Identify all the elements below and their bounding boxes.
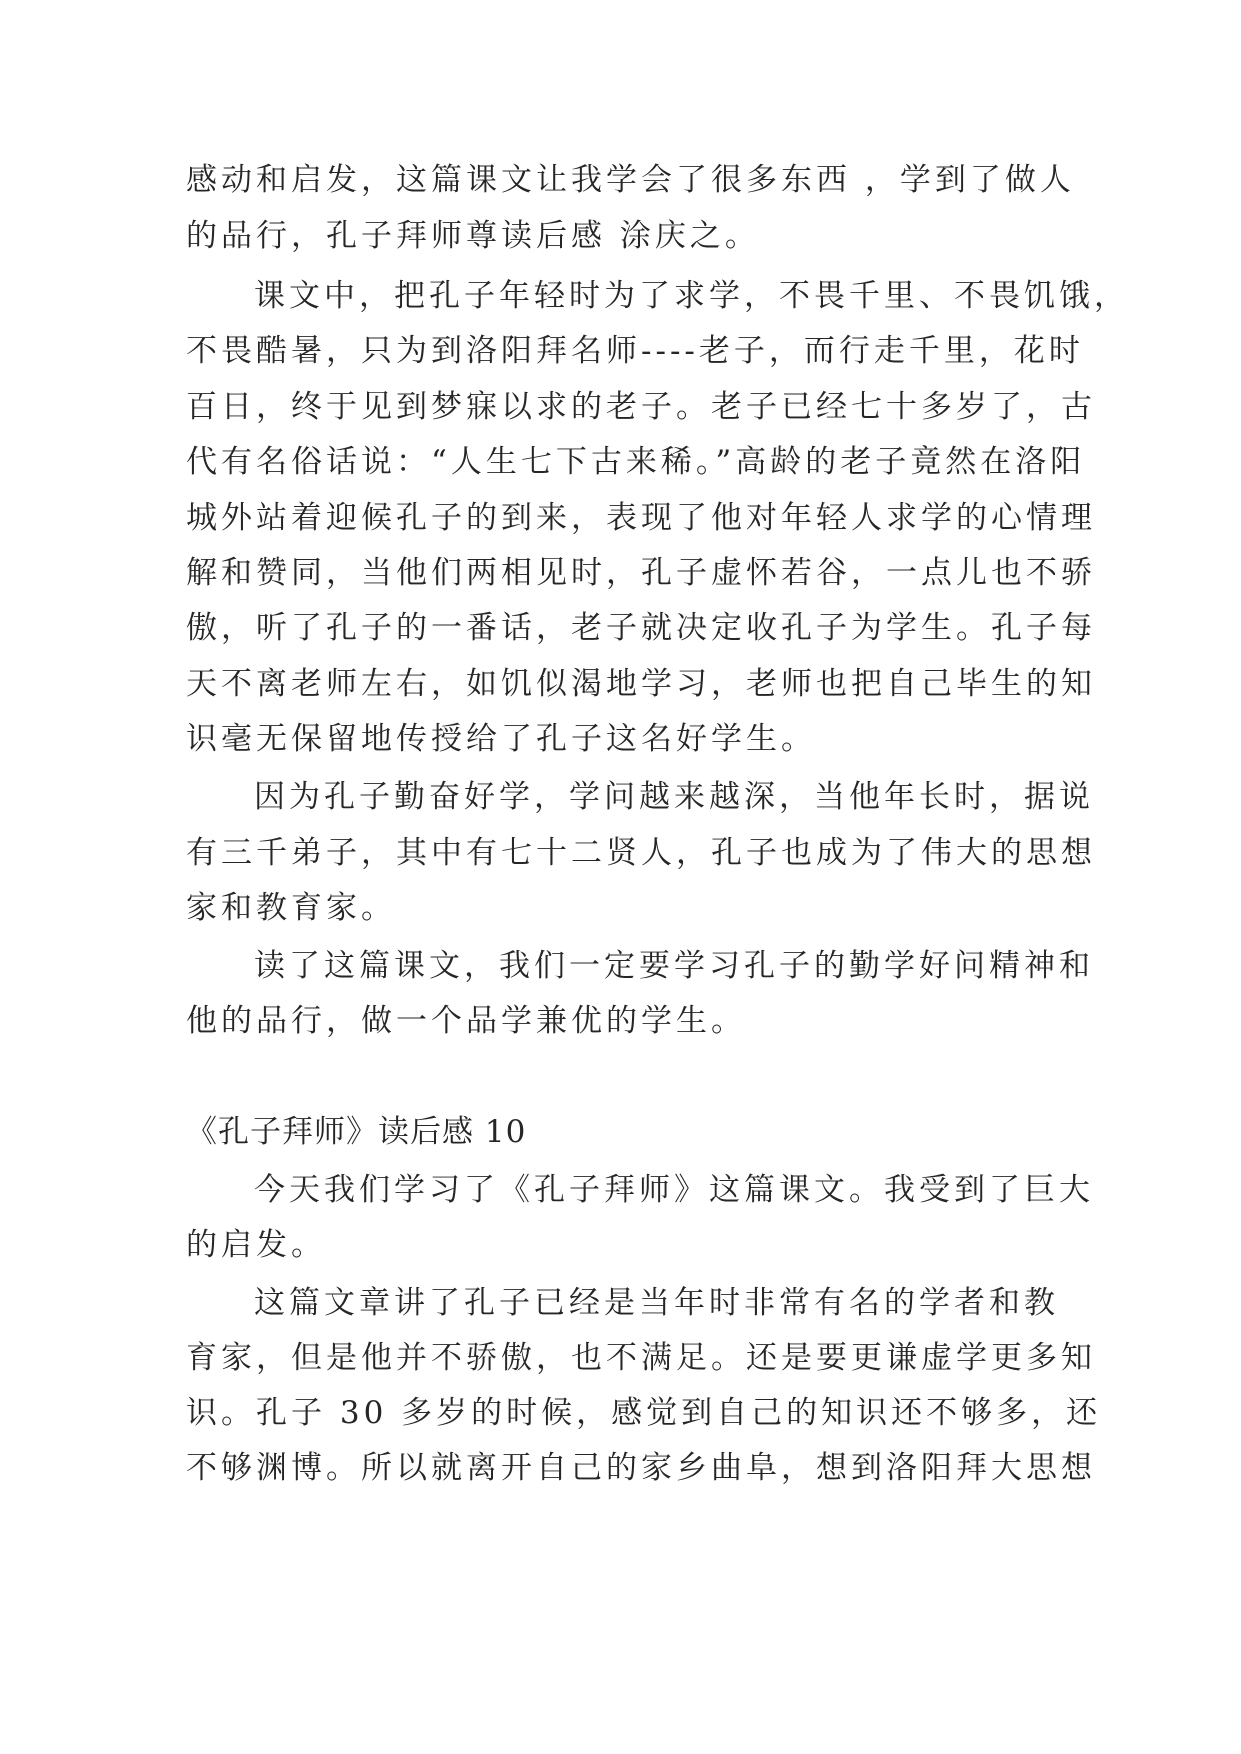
text-line: 傲，听了孔子的一番话，老子就决定收孔子为学生。孔子每 (186, 610, 1096, 646)
paragraph-start-line: 因为孔子勤奋好学，学问越来越深，当他年长时，据说 (254, 779, 1094, 815)
paragraph-start-line: 课文中，把孔子年轻时为了求学，不畏千里、不畏饥饿， (254, 278, 1129, 314)
text-line: 不畏酷暑，只为到洛阳拜名师----老子，而行走千里，花时 (186, 333, 1084, 369)
paragraph-start-line: 读了这篇课文，我们一定要学习孔子的勤学好问精神和 (254, 948, 1094, 984)
text-line: 代有名俗话说：“人生七下古来稀。”高龄的老子竟然在洛阳 (186, 444, 1086, 480)
text-line: 他的品行，做一个品学兼优的学生。 (186, 1003, 746, 1039)
text-line: 识。孔子 30 多岁的时候，感觉到自己的知识还不够多，还 (186, 1395, 1102, 1431)
text-line: 识毫无保留地传授给了孔子这名好学生。 (186, 721, 816, 757)
text-line: 的启发。 (186, 1227, 326, 1263)
text-line: 育家，但是他并不骄傲，也不满足。还是要更谦虚学更多知 (186, 1340, 1096, 1376)
text-line: 的品行，孔子拜师尊读后感 涂庆之。 (186, 218, 760, 254)
text-line: 感动和启发，这篇课文让我学会了很多东西 ，学到了做人 (186, 162, 1075, 198)
text-line: 解和赞同，当他们两相见时，孔子虚怀若谷，一点儿也不骄 (186, 555, 1096, 591)
text-line: 不够渊博。所以就离开自己的家乡曲阜，想到洛阳拜大思想 (186, 1450, 1096, 1486)
text-line: 有三千弟子，其中有七十二贤人，孔子也成为了伟大的思想 (186, 835, 1096, 871)
text-line: 天不离老师左右，如饥似渴地学习，老师也把自己毕生的知 (186, 666, 1096, 702)
paragraph-start-line: 今天我们学习了《孔子拜师》这篇课文。我受到了巨大 (254, 1172, 1094, 1208)
text-line: 城外站着迎候孔子的到来，表现了他对年轻人求学的心情理 (186, 500, 1096, 536)
paragraph-start-line: 这篇文章讲了孔子已经是当年时非常有名的学者和教 (254, 1285, 1059, 1321)
text-line: 百日，终于见到梦寐以求的老子。老子已经七十多岁了，古 (186, 389, 1096, 425)
text-line: 家和教育家。 (186, 890, 396, 926)
section-heading: 《孔子拜师》读后感 10 (186, 1114, 527, 1150)
